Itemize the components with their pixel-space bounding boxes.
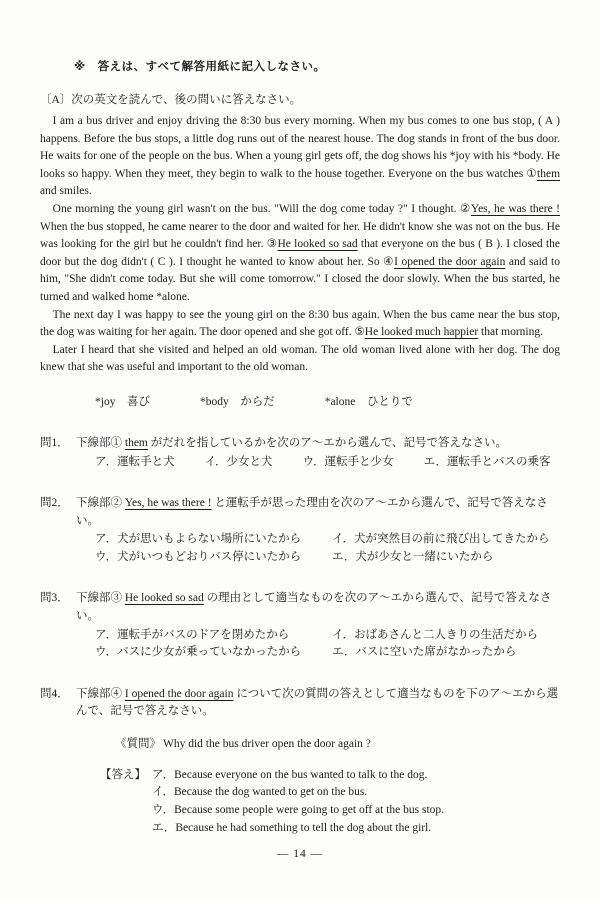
option: ア．犬が思いもよらない場所にいたから bbox=[95, 533, 302, 546]
question-3-label: 問3． bbox=[40, 592, 69, 605]
question-4-sub-question bbox=[115, 736, 560, 754]
glossary-item: *joy 喜び bbox=[95, 395, 150, 408]
question-3-stem: 下線部③ He looked so sad の理由として適当なものを次のア～エから選んで、記号で答えなさい。 bbox=[76, 592, 552, 623]
option: ウ．バスに少女が乗っていなかったから bbox=[95, 646, 302, 659]
question-2-label: 問2． bbox=[40, 497, 69, 510]
answer-label: 【答え】 bbox=[100, 768, 146, 781]
question-4-label: 問4． bbox=[40, 687, 69, 700]
question-4-stem-row bbox=[40, 686, 560, 721]
question-4-answers bbox=[100, 767, 560, 838]
passage-paragraph-3: The next day I was happy to see the young girl on the 8:30 bus again. When the bus came near the bus stop, the dog was waiting for her again. The door opened and she got off. ⑤He looked much happier that morning. bbox=[40, 308, 560, 339]
sub-question-label: 《質問》 bbox=[115, 738, 161, 751]
option: ウ．犬がいつもどおりバス停にいたから bbox=[95, 550, 302, 563]
answer-option: ウ．Because some people were going to get off at the bus stop. bbox=[152, 804, 445, 817]
option: エ．犬が少女と一緒にいたから bbox=[332, 550, 494, 563]
glossary bbox=[95, 394, 560, 411]
question-1 bbox=[40, 435, 560, 471]
glossary-item: *alone ひとりで bbox=[324, 395, 413, 408]
option: イ．少女と犬 bbox=[204, 455, 273, 468]
answer-options bbox=[152, 767, 444, 838]
passage-paragraph-1: I am a bus driver and enjoy driving the 8:30 bus every morning. When my bus comes to one bus stop, ( A ) happens. Before the bus stops, a little dog runs out of the nearest house. The dog stands in front of the bus door. He waits for one of the people on the bus. When a young girl gets off, the dog shows his *joy with his *body. He looks so happy. When they meet, they begin to walk to the house together. Everyone on the bus watches ①them and smiles. bbox=[40, 115, 561, 198]
question-2-stem: 下線部② Yes, he was there ! と運転手が思った理由を次のア～エから選んで、記号で答えなさい。 bbox=[76, 497, 548, 527]
question-3-stem-row bbox=[40, 590, 560, 625]
answer-option: イ．Because the dog wanted to get on the bus. bbox=[152, 786, 368, 799]
question-2-options bbox=[40, 531, 560, 566]
passage-paragraph-2: One morning the young girl wasn't on the bus. "Will the dog come today ?" I thought. ②Yes, he was there ! When the bus stopped, he came nearer to the door and waited for her. He didn't know she was not on the bus. He was looking for the girl but he couldn't find her. ③He looked so sad that everyone on the bus ( B ). I closed the door but the dog didn't ( C ). I thought he wanted to know about her. So ④I opened the door again and said to him, "She didn't come today. But she will come tomorrow." I closed the door slowly. When the bus started, he turned and walked home *alone. bbox=[40, 202, 560, 303]
question-3 bbox=[40, 590, 560, 661]
question-2 bbox=[40, 495, 560, 566]
option: イ．犬が突然目の前に飛び出してきたから bbox=[332, 533, 550, 546]
instruction-note: ※ 答えは、すべて解答用紙に記入しなさい。 bbox=[74, 61, 326, 73]
option: ウ．運転手と少女 bbox=[302, 455, 394, 468]
question-4-stem: 下線部④ I opened the door again について次の質問の答えとして適当なものを下のア～エから選んで、記号で答えなさい。 bbox=[76, 687, 559, 718]
question-4 bbox=[40, 686, 560, 838]
question-3-options bbox=[40, 627, 560, 662]
option: ア．運転手がバスのドアを閉めたから bbox=[95, 628, 290, 641]
question-1-stem: 下線部① them がだれを指しているかを次のア～エから選んで、記号で答えなさい。 bbox=[76, 436, 508, 449]
question-1-options bbox=[40, 454, 560, 472]
sub-question-text: Why did the bus driver open the door again ? bbox=[163, 738, 371, 751]
option: イ．おばあさんと二人きりの生活だから bbox=[332, 628, 538, 641]
section-a-heading: 〔A〕次の英文を読んで、後の問いに答えなさい。 bbox=[40, 94, 302, 106]
reading-passage bbox=[40, 113, 560, 377]
question-1-label: 問1． bbox=[40, 436, 69, 449]
question-2-stem-row bbox=[40, 495, 560, 530]
option: エ．運転手とバスの乗客 bbox=[423, 455, 551, 468]
answer-option: エ．Because he had something to tell the dog about the girl. bbox=[152, 822, 432, 835]
option: エ．バスに空いた席がなかったから bbox=[332, 646, 517, 659]
passage-paragraph-4: Later I heard that she visited and helped an old woman. The old woman lived alone with her dog. The dog knew that she was useful and important to the old woman. bbox=[40, 343, 560, 374]
option: ア．運転手と犬 bbox=[95, 455, 175, 468]
question-1-stem-row bbox=[40, 435, 560, 453]
glossary-item: *body からだ bbox=[199, 395, 275, 408]
answer-option: ア．Because everyone on the bus wanted to talk to the dog. bbox=[152, 768, 428, 781]
page-number: — 14 — bbox=[276, 848, 324, 860]
